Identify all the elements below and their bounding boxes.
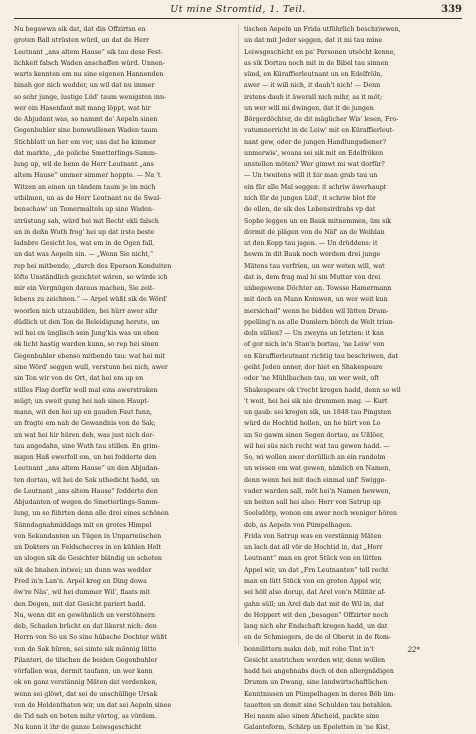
text-line: Leiwsgeschicht en pa' Personen utsöcht kenne,: [244, 48, 396, 56]
text-line: Pilanteri, de tilschen de beiden Gegenbuhler: [14, 656, 158, 664]
header-rule: [14, 18, 462, 19]
text-line: ein für alle Mal seggen: it schriw äwerhaupt: [244, 183, 387, 191]
text-line: un dat was Aepeln sin. — „Wenn Sie nicht,“: [14, 251, 154, 259]
text-line: wenn sei glöwt, dat sei de unschüllige Ursak: [14, 690, 158, 698]
text-line: nant gew, oder de jungen Handlungsdiener?: [244, 138, 387, 146]
text-line: löfte Unständlich gezichtet wären, so würde ich: [14, 273, 168, 281]
text-line: vörfallen was, dermit taufann, un wer kann: [14, 668, 153, 676]
text-line: dat is, dem frag mal bi sin Mutter von drei: [244, 273, 381, 281]
text-line: ut den Kopp tau jagen. — Un drüddens: it: [244, 240, 378, 248]
text-line: — Un tweitens will it hir man grab tau un: [244, 172, 378, 180]
text-line: tauetten un domit sine Schulden tau betahlen.: [244, 701, 393, 709]
text-line: mügt; un sweit gung hei nah sinen Haupt-: [14, 397, 149, 405]
text-line: sin Ton wir von de Ort, dat hei em up en: [14, 375, 144, 383]
text-line: Hei naum also sinen Afscheid, packte sine: [244, 713, 380, 721]
text-line: nich för de jungen Lüd', it schriw blot för: [244, 194, 377, 202]
text-line: hewm in dit Bauk noch werdem drei junge: [244, 251, 381, 259]
text-line: so sehr junge, lustige Lüd' taum wenigsten inn-: [14, 93, 167, 101]
text-line: deb, Schaden brücht en dat likerst nich: den: [14, 623, 157, 631]
running-title: Ut mine Stromtid, 1. Teil.: [170, 4, 306, 15]
text-line: as sik Dortau noch mit in de Bibel tau sinnen: [244, 59, 389, 67]
text-line: So, wi wollen awer dorüllich an ein randolm: [244, 454, 386, 462]
text-line: woorlen nich utzaubilden, hei hürr awer sihr: [14, 307, 158, 315]
page-number: 339: [441, 4, 462, 15]
text-line: stilles Flag dorfür woll mal eins awerstraken: [14, 386, 158, 394]
text-line: un in deßn Wuth frog' hei up dat irste beste: [14, 228, 155, 236]
running-header: [14, 4, 462, 18]
text-line: lebens zu zeichnen.“ — Arpel wüßt sik de Wörd': [14, 296, 168, 304]
text-line: ten dortau, wil hei de Sak uthedicht hadd, un: [14, 476, 160, 484]
text-line: rep hei mitbendo, „durch des Eperson Konduiten: [14, 262, 172, 270]
text-line: würd de Hochtid hollen, un he hürt von Lo: [244, 420, 381, 428]
text-line: dormit de plägen von de Näf' an de Weiblan: [244, 228, 385, 236]
text-line: Abjudanten of wegen de Smetterlings-Samm-: [14, 499, 160, 507]
text-line: groten Ball utrüsten würd, un dat de Herr: [14, 37, 150, 45]
text-line: denn wenn hei mit doch einmal unf' Swigge-: [244, 476, 387, 484]
text-line: ladnbre Gesicht los, wat em in de Ogen fall,: [14, 240, 155, 248]
text-line: lung up, wil de benn de Herr Leutnant „ans: [14, 161, 154, 169]
text-line: mann, wit den hei up en gauden Faut funn,: [14, 409, 153, 417]
text-line: Leutnant“ man en grot Stück von en lütten: [244, 555, 382, 563]
text-line: ok licht hastig warden kunn, so rep hei sinen: [14, 341, 159, 349]
text-line: den Degen, mit dat Gesicht pariert hadd.: [14, 600, 146, 608]
text-line: von de Sak hüren, sei simte sik männig lütte: [14, 645, 157, 653]
text-line: un gaub: sei kregen sik, un 1848 tau Pingsten: [244, 409, 392, 417]
text-line: awer — it will nich, it dauh't nich! — Denn: [244, 82, 381, 90]
text-line: Stichblatt un her em vor, uns dat he kimmer: [14, 138, 156, 146]
text-line: Sünndagnahmiddags mit en grotes Himpel: [14, 521, 152, 529]
text-line: irstens dauh it äwerall nich mihr, as it möt;: [244, 93, 383, 101]
text-line: geiht Jeden anner, dor hiet en Shakespeare: [244, 363, 383, 371]
text-line: sei höll also dorup, dat Arel von'n Militär af-: [244, 589, 386, 597]
text-line: un dat mit Jeder seggen, dat it mi tau mine: [244, 37, 383, 45]
text-line: lang nich ehr Endschaft kregen hadd, un dat: [244, 623, 388, 631]
text-line: altem Hause“ ummer simmer hoppte. — Na 't: [14, 172, 161, 180]
text-line: un heiten sall hei also: Herr von Satrup up: [244, 499, 381, 507]
text-line: dat markte, „de poliche Smetterlings-Samm-: [14, 149, 158, 157]
text-line: un So gawm sinen Segen dortau, as Ußlöer,: [244, 431, 385, 439]
text-line: Seelsdörp, wonon em awer noch weniger hören: [244, 510, 397, 518]
printer-signature-mark: 22*: [407, 646, 420, 654]
text-line: migen Haß ewerfoll em, un hei fodderte den: [14, 454, 157, 462]
text-line: un Dokters un Feldschecres in en kühlen Holt: [14, 544, 161, 552]
text-line: de Hoppert wit den „besagen“ Offzirter noch: [244, 611, 389, 619]
text-line: deln süllen? — Un zweyns un letzten: it kan: [244, 330, 384, 338]
text-line: lung, un so führten denn alle drei eines schönen: [14, 510, 169, 518]
text-line: utbilmen, un as de Herr Leutnant nu de Swal-: [14, 194, 162, 202]
text-line: mit doch en Mann Komwen, un wer weit kun: [244, 296, 388, 304]
text-line: von de Heldenthaten wir, un dat sei Aepeln sinee: [14, 701, 172, 709]
text-line: en Küraffierleutnant richtig tau beschriwen, dat: [244, 352, 399, 360]
text-line: öw're Näs', wil hei dummer Wil', flaats mit: [14, 589, 151, 597]
text-line: Galanteform, Schärp un Epoletten in 'ne Kist,: [244, 724, 391, 732]
text-line: de ollen, de sik des Lebensirdrabs vp dat: [244, 206, 376, 214]
text-line: ppelling'n as alle Dumlern börch de Welt triun-: [244, 318, 395, 326]
text-line: Appel wir, un dat „Frn Leutnanten“ tell recht: [244, 566, 389, 574]
text-line: man en lütt Stück von en groten Appel wir,: [244, 578, 382, 586]
text-line: de Leutnant „ans altem Hause“ fodderte den: [14, 487, 158, 495]
text-line: vatumnerricht in de Leiw' mit en Küraffierleut-: [244, 127, 395, 135]
text-line: Mätens tau verfrien, un wer weten will, wat: [244, 262, 385, 270]
text-line: Drumm un Dwang, sine landwirtschaftlichen: [244, 679, 388, 687]
left-text-column: [14, 24, 232, 732]
text-line: unmerwis', woans sei sik mit en Edelfröken: [244, 149, 384, 157]
text-line: un wat hei hir hüren deb, was just nich dor-: [14, 431, 155, 439]
text-line: Frida von Satrup was en verstännig Mäten: [244, 532, 382, 540]
text-line: deb, as Aepeln von Pümpelhagen.: [244, 521, 353, 529]
text-line: Gesicht anstrichen worden wir, denn wollen: [244, 656, 386, 664]
text-line: wil hei süs nich recht wat tau gewen hadd. —: [244, 442, 390, 450]
text-line: of gor nich in'n Stan'n bortau, 'ne Leiw' von: [244, 341, 385, 349]
text-line: sine Wörd' seggen wull, verstunn hei nich, awer: [14, 363, 168, 371]
text-line: utrüstung sah, würd hei mit Recht ekli falsch: [14, 217, 159, 225]
text-line: un wer will mi dwingen, dat it de jungen: [244, 104, 374, 112]
text-line: Kenntnissen un Pümpelhagen in deres Böb üm-: [244, 690, 396, 698]
text-line: un wissen em wat gewen, nämlich en Namen,: [244, 465, 391, 473]
text-line: Gegenbuhler sine bomwullenen Waden taum: [14, 127, 158, 135]
text-line: Gegenbuhler ebenso mitbendo tau: wat hei mit: [14, 352, 166, 360]
text-line: unbegewene Döchter an. Towsse Hamermann: [244, 285, 392, 293]
text-line: de Tid nah en beten mihr vörtog, as vördem.: [14, 713, 157, 721]
text-line: hadd hei angebnabs doch ol den allergnädigen: [244, 668, 394, 676]
text-line: wer ein Hasenfaut mit mang löppt, wat hir: [14, 104, 151, 112]
text-line: ok en ganz verstännig Mäten dat verdenken,: [14, 679, 158, 687]
text-line: un lach dat all vör de Hochtid in, dat „Herr: [244, 544, 383, 552]
text-line: wil hei en ünglisch sein Jung'kis was un eben: [14, 330, 159, 338]
text-line: Herrn von So un So sine hübsche Dochter wüßt: [14, 634, 167, 642]
text-line: 't weit, hei hei sik nie dremmen mag. — Kurt: [244, 397, 388, 405]
text-line: sik de bnahen intwei; un dunn was wedder: [14, 566, 152, 574]
text-line: tischen Aepeln un Frida utführlich beschriwwen,: [244, 26, 401, 33]
text-line: von Sekundanten un Tügen in Unparteiischen: [14, 532, 162, 540]
text-line: warts kennten em nu sine eigenen Hannenden: [14, 71, 164, 79]
text-line: tau angedahn, sine Wuth tau stillen. En grim-: [14, 442, 160, 450]
text-line: Shakespeare ok t'recht kregen hadd, denn so wil: [244, 386, 401, 394]
text-line: Nu, wenn dit en gewöhnlich un verstöhnern: [14, 611, 156, 619]
text-line: Sophe leggen un en Bauk mitnemmen, üm sik: [244, 217, 392, 225]
text-line: un slogen sik de Gesichter bländig un schoten: [14, 555, 162, 563]
text-line: Leutnant „ans altem Hause“ sik tau dese Fest-: [14, 48, 163, 56]
text-line: bonnilittern makn deb, mit rohe Tint in't: [244, 645, 374, 653]
text-line: vader warden sall, möt hei'n Namen hewwen,: [244, 487, 391, 495]
text-line: düdlich ut den Ton de Beleidigung herute, un: [14, 318, 160, 326]
text-line: Nu begawwn sik dat, dat din Offzirtsn en: [14, 26, 146, 33]
text-line: sünd, en Küraffierleutnant un en Edelfröln,: [244, 71, 383, 79]
text-line: binah gor nich wedder, un wil dat nu immer: [14, 82, 155, 90]
text-line: oder 'ne Mühlbachen tau, un wer weit, oft: [244, 375, 380, 383]
text-line: Nu kunn it ihr de ganze Leiwsgeschicht: [14, 724, 142, 732]
text-line: Witzen an einen un tändem taum je im mich: [14, 183, 156, 191]
text-line: anstellen möten? Wer gimwt mi wat dorfür?: [244, 161, 385, 169]
text-line: mir ein Vergnügen daraus machen, Sie zeit-: [14, 285, 155, 293]
text-line: Fred in'n Lan'n. Arpel kreg en Ding dowa: [14, 578, 147, 586]
text-line: lichkeit falsch Waden anschaffen würd. Unnen-: [14, 59, 165, 67]
text-line: mersichad“ wenn he bidden wil lütten Drum-: [244, 307, 389, 315]
text-line: de Abjudant was, so nammt de' Aepeln sinen: [14, 116, 158, 124]
text-line: gahn süll; un Arel dab dat mit de Wil in, dat: [244, 600, 385, 608]
column-gutter: [238, 24, 239, 646]
text-line: en de Schmiegers, de de ol Oberst in de Rom-: [244, 634, 391, 642]
text-line: Leutnant „ans altem Hause“ un den Abjudan-: [14, 465, 160, 473]
text-line: Börgerdöchter, de dit mäglicher Wis' lesen, Fro-: [244, 116, 399, 124]
text-line: benschaw' un Temermaltels up sine Waden-: [14, 206, 155, 214]
text-line: un fragte em nah de Gewandnis von de Sak;: [14, 420, 156, 428]
